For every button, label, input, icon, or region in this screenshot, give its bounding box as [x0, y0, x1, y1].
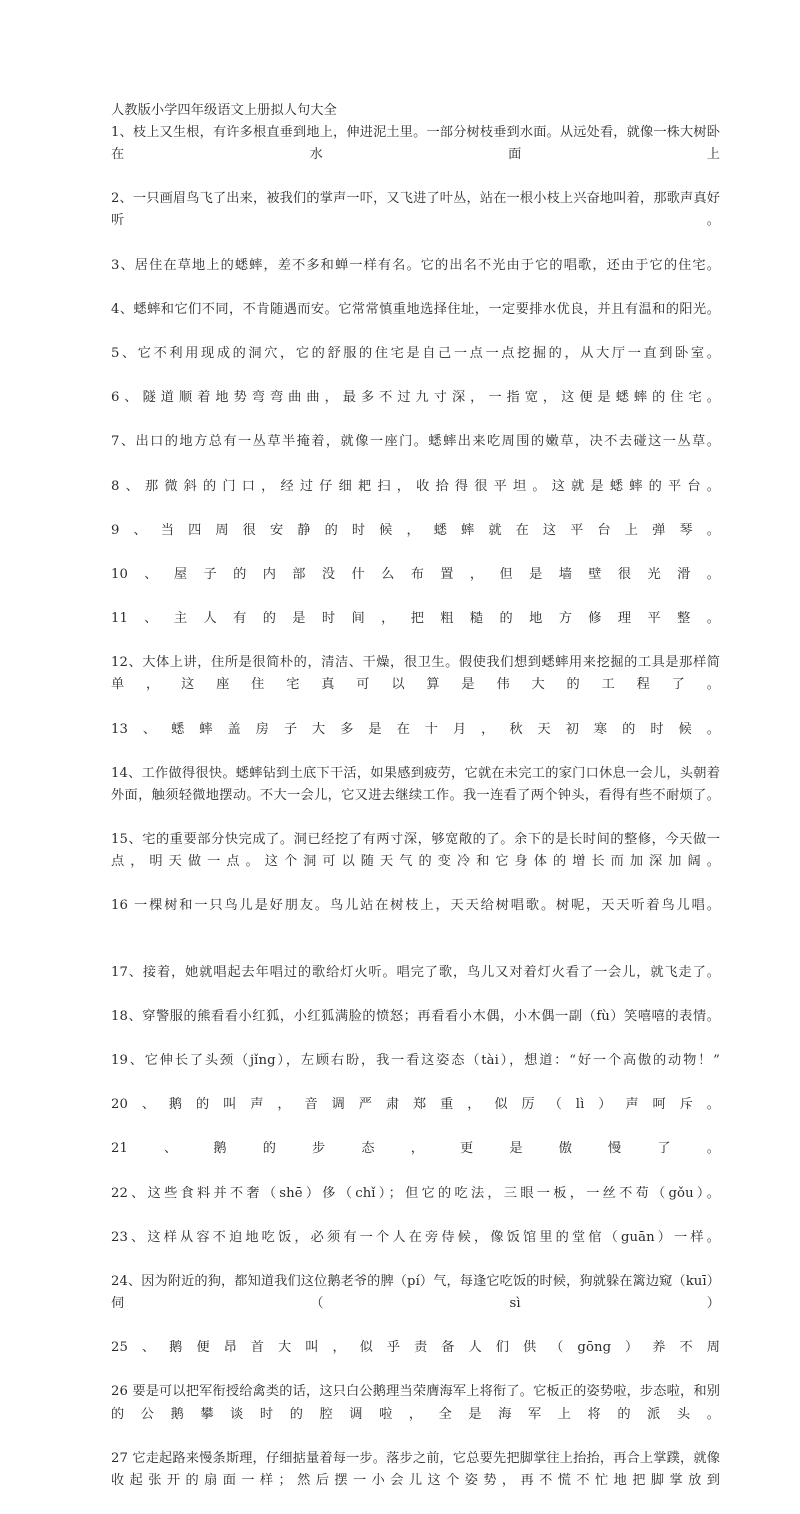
sentence-item: 13、蟋蟀盖房子大多是在十月，秋天初寒的时候。 — [111, 721, 720, 737]
sentence-item: 5、它不利用现成的洞穴，它的舒服的住宅是自己一点一点挖掘的，从大厅一直到卧室。 — [111, 346, 720, 362]
sentence-item: 12、大体上讲，住所是很简朴的，清洁、干燥，很卫生。假使我们想到蟋蟀用来挖掘的工具是那样简单，这座住宅真可以算是伟大的工程了。 — [111, 655, 720, 693]
sentence-item: 4、蟋蟀和它们不同，不肯随遇而安。它常常慎重地选择住址，一定要排水优良，并且有温和的阳光。 — [111, 301, 720, 317]
sentence-item: 18、穿警服的熊看看小红狐，小红狐满脸的愤怒；再看看小木偶，小木偶一副（fù）笑嘻嘻的表情。 — [111, 1008, 720, 1024]
sentence-item: 22、这些食料并不奢（shē）侈（chǐ）；但它的吃法，三眼一板，一丝不苟（gǒu）。 — [111, 1185, 720, 1201]
blank-line — [111, 940, 720, 962]
page-title: 人教版小学四年级语文上册拟人句大全 — [111, 103, 337, 118]
sentence-item: 6、隧道顺着地势弯弯曲曲，最多不过九寸深，一指宽，这便是蟋蟀的住宅。 — [111, 390, 720, 406]
sentence-item: 23、这样从容不迫地吃饭，必须有一个人在旁侍候，像饭馆里的堂倌（guān）一样。 — [111, 1229, 720, 1245]
sentence-item: 11、主人有的是时间，把粗糙的地方修理平整。 — [111, 611, 720, 627]
sentence-item: 2、一只画眉鸟飞了出来，被我们的掌声一吓，又飞进了叶丛，站在一根小枝上兴奋地叫着，那歌声真好听。 — [111, 191, 720, 229]
sentence-item: 25、鹅便昂首大叫，似乎责备人们供（gōng）养不周 — [111, 1340, 720, 1356]
sentence-item: 1、枝上又生根，有许多根直垂到地上，伸进泥土里。一部分树枝垂到水面。从远处看，就像一株大树卧在水面上 — [111, 125, 720, 163]
sentence-item: 17、接着，她就唱起去年唱过的歌给灯火听。唱完了歌，鸟儿又对着灯火看了一会儿，就飞走了。 — [111, 964, 720, 980]
sentence-item: 7、出口的地方总有一丛草半掩着，就像一座门。蟋蟀出来吃周围的嫩草，决不去碰这一丛草。 — [111, 434, 720, 450]
sentence-item: 21、鹅的步态，更是傲慢了。 — [111, 1141, 720, 1157]
sentence-item: 20、鹅的叫声，音调严肃郑重，似厉（lì）声呵斥。 — [111, 1097, 720, 1113]
sentence-item: 27 它走起路来慢条斯理，仔细掂量着每一步。落步之前，它总要先把脚掌往上抬抬，再合上掌蹼，就像收起张开的扇面一样；然后摆一小会儿这个姿势，再不慌不忙地把脚掌放到 — [111, 1450, 720, 1488]
sentence-item: 10、屋子的内部没什么布置，但是墙壁很光滑。 — [111, 566, 720, 582]
sentence-item: 19、它伸长了头颈（jǐng），左顾右盼，我一看这姿态（tài），想道：“好一个高傲的动物！” — [111, 1053, 720, 1069]
sentence-list — [111, 122, 720, 1514]
sentence-item: 15、宅的重要部分快完成了。洞已经挖了有两寸深，够宽敞的了。余下的是长时间的整修，今天做一点，明天做一点。这个洞可以随天气的变冷和它身体的增长而加深加阔。 — [111, 832, 720, 870]
document-text-body — [111, 100, 720, 1514]
sentence-item: 16 一棵树和一只鸟儿是好朋友。鸟儿站在树枝上，天天给树唱歌。树呢，天天听着鸟儿唱。 — [111, 898, 720, 914]
sentence-item: 8、那微斜的门口，经过仔细耙扫，收拾得很平坦。这就是蟋蟀的平台。 — [111, 478, 720, 494]
sentence-item: 26 要是可以把军衔授给禽类的话，这只白公鹅理当荣膺海军上将衔了。它板正的姿势啦，步态啦，和别的公鹅攀谈时的腔调啦，全是海军上将的派头。 — [111, 1384, 720, 1422]
sentence-item: 9、当四周很安静的时候，蟋蟀就在这平台上弹琴。 — [111, 522, 720, 538]
sentence-item: 24、因为附近的狗，都知道我们这位鹅老爷的脾（pí）气，每逢它吃饭的时候，狗就躲在篱边窥（kuī）伺（sì） — [111, 1273, 720, 1312]
sentence-item: 3、居住在草地上的蟋蟀，差不多和蝉一样有名。它的出名不光由于它的唱歌，还由于它的住宅。 — [111, 257, 720, 273]
sentence-item: 14、工作做得很快。蟋蟀钻到土底下干活，如果感到疲劳，它就在未完工的家门口休息一会儿，头朝着外面，触须轻微地摆动。不大一会儿，它又进去继续工作。我一连看了两个钟头，看得有些不耐烦了。 — [111, 765, 720, 803]
